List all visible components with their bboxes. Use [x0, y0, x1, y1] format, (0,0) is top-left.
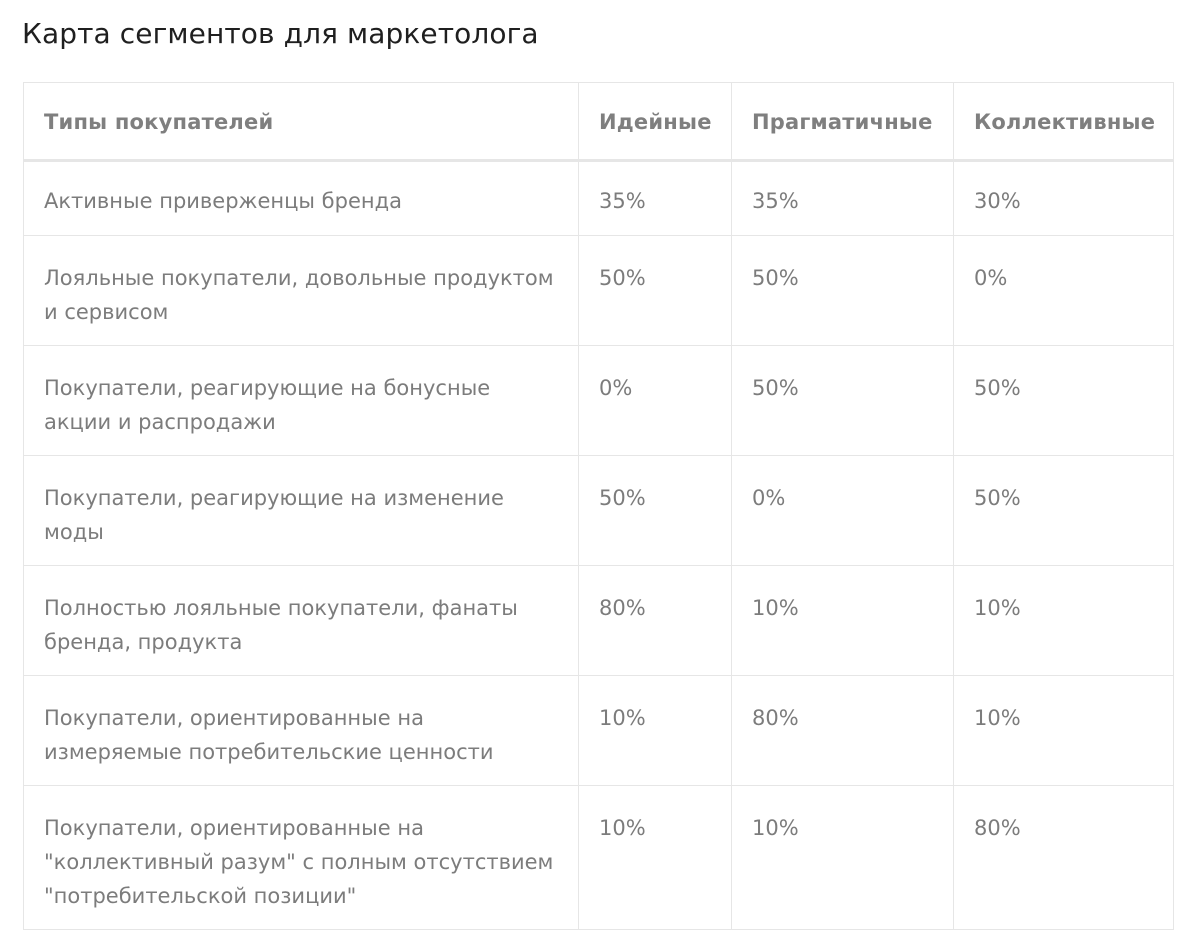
kollektivnye-cell: 10% — [954, 676, 1174, 786]
pragmatichnye-cell: 50% — [732, 346, 954, 456]
table-row — [24, 566, 1174, 676]
pragmatichnye-cell: 0% — [732, 456, 954, 566]
buyer-type-cell: Покупатели, ориентированные на измеряемые потребительские ценности — [24, 676, 579, 786]
pragmatichnye-cell: 80% — [732, 676, 954, 786]
column-header-kollektivnye: Коллективные — [954, 83, 1174, 161]
ideynye-cell: 0% — [579, 346, 732, 456]
ideynye-cell: 35% — [579, 161, 732, 236]
buyer-type-cell: Покупатели, ориентированные на "коллективный разум" с полным отсутствием "потребительской позиции" — [24, 786, 579, 930]
column-header-ideynye: Идейные — [579, 83, 732, 161]
ideynye-cell: 10% — [579, 676, 732, 786]
column-header-buyer-types: Типы покупателей — [24, 83, 579, 161]
pragmatichnye-cell: 50% — [732, 236, 954, 346]
page-title: Карта сегментов для маркетолога — [22, 17, 539, 50]
ideynye-cell: 50% — [579, 456, 732, 566]
kollektivnye-cell: 10% — [954, 566, 1174, 676]
segments-table — [23, 82, 1174, 930]
kollektivnye-cell: 30% — [954, 161, 1174, 236]
table-row — [24, 236, 1174, 346]
column-header-pragmatichnye: Прагматичные — [732, 83, 954, 161]
table-row — [24, 786, 1174, 930]
table-row — [24, 676, 1174, 786]
table-row — [24, 456, 1174, 566]
buyer-type-cell: Покупатели, реагирующие на бонусные акции и распродажи — [24, 346, 579, 456]
ideynye-cell: 80% — [579, 566, 732, 676]
table-header-row — [24, 83, 1174, 161]
pragmatichnye-cell: 10% — [732, 786, 954, 930]
table-row — [24, 346, 1174, 456]
buyer-type-cell: Покупатели, реагирующие на изменение моды — [24, 456, 579, 566]
buyer-type-cell: Полностью лояльные покупатели, фанаты бренда, продукта — [24, 566, 579, 676]
kollektivnye-cell: 50% — [954, 346, 1174, 456]
table-row — [24, 161, 1174, 236]
buyer-type-cell: Активные приверженцы бренда — [24, 161, 579, 236]
pragmatichnye-cell: 35% — [732, 161, 954, 236]
pragmatichnye-cell: 10% — [732, 566, 954, 676]
ideynye-cell: 50% — [579, 236, 732, 346]
ideynye-cell: 10% — [579, 786, 732, 930]
kollektivnye-cell: 50% — [954, 456, 1174, 566]
kollektivnye-cell: 0% — [954, 236, 1174, 346]
kollektivnye-cell: 80% — [954, 786, 1174, 930]
buyer-type-cell: Лояльные покупатели, довольные продуктом и сервисом — [24, 236, 579, 346]
